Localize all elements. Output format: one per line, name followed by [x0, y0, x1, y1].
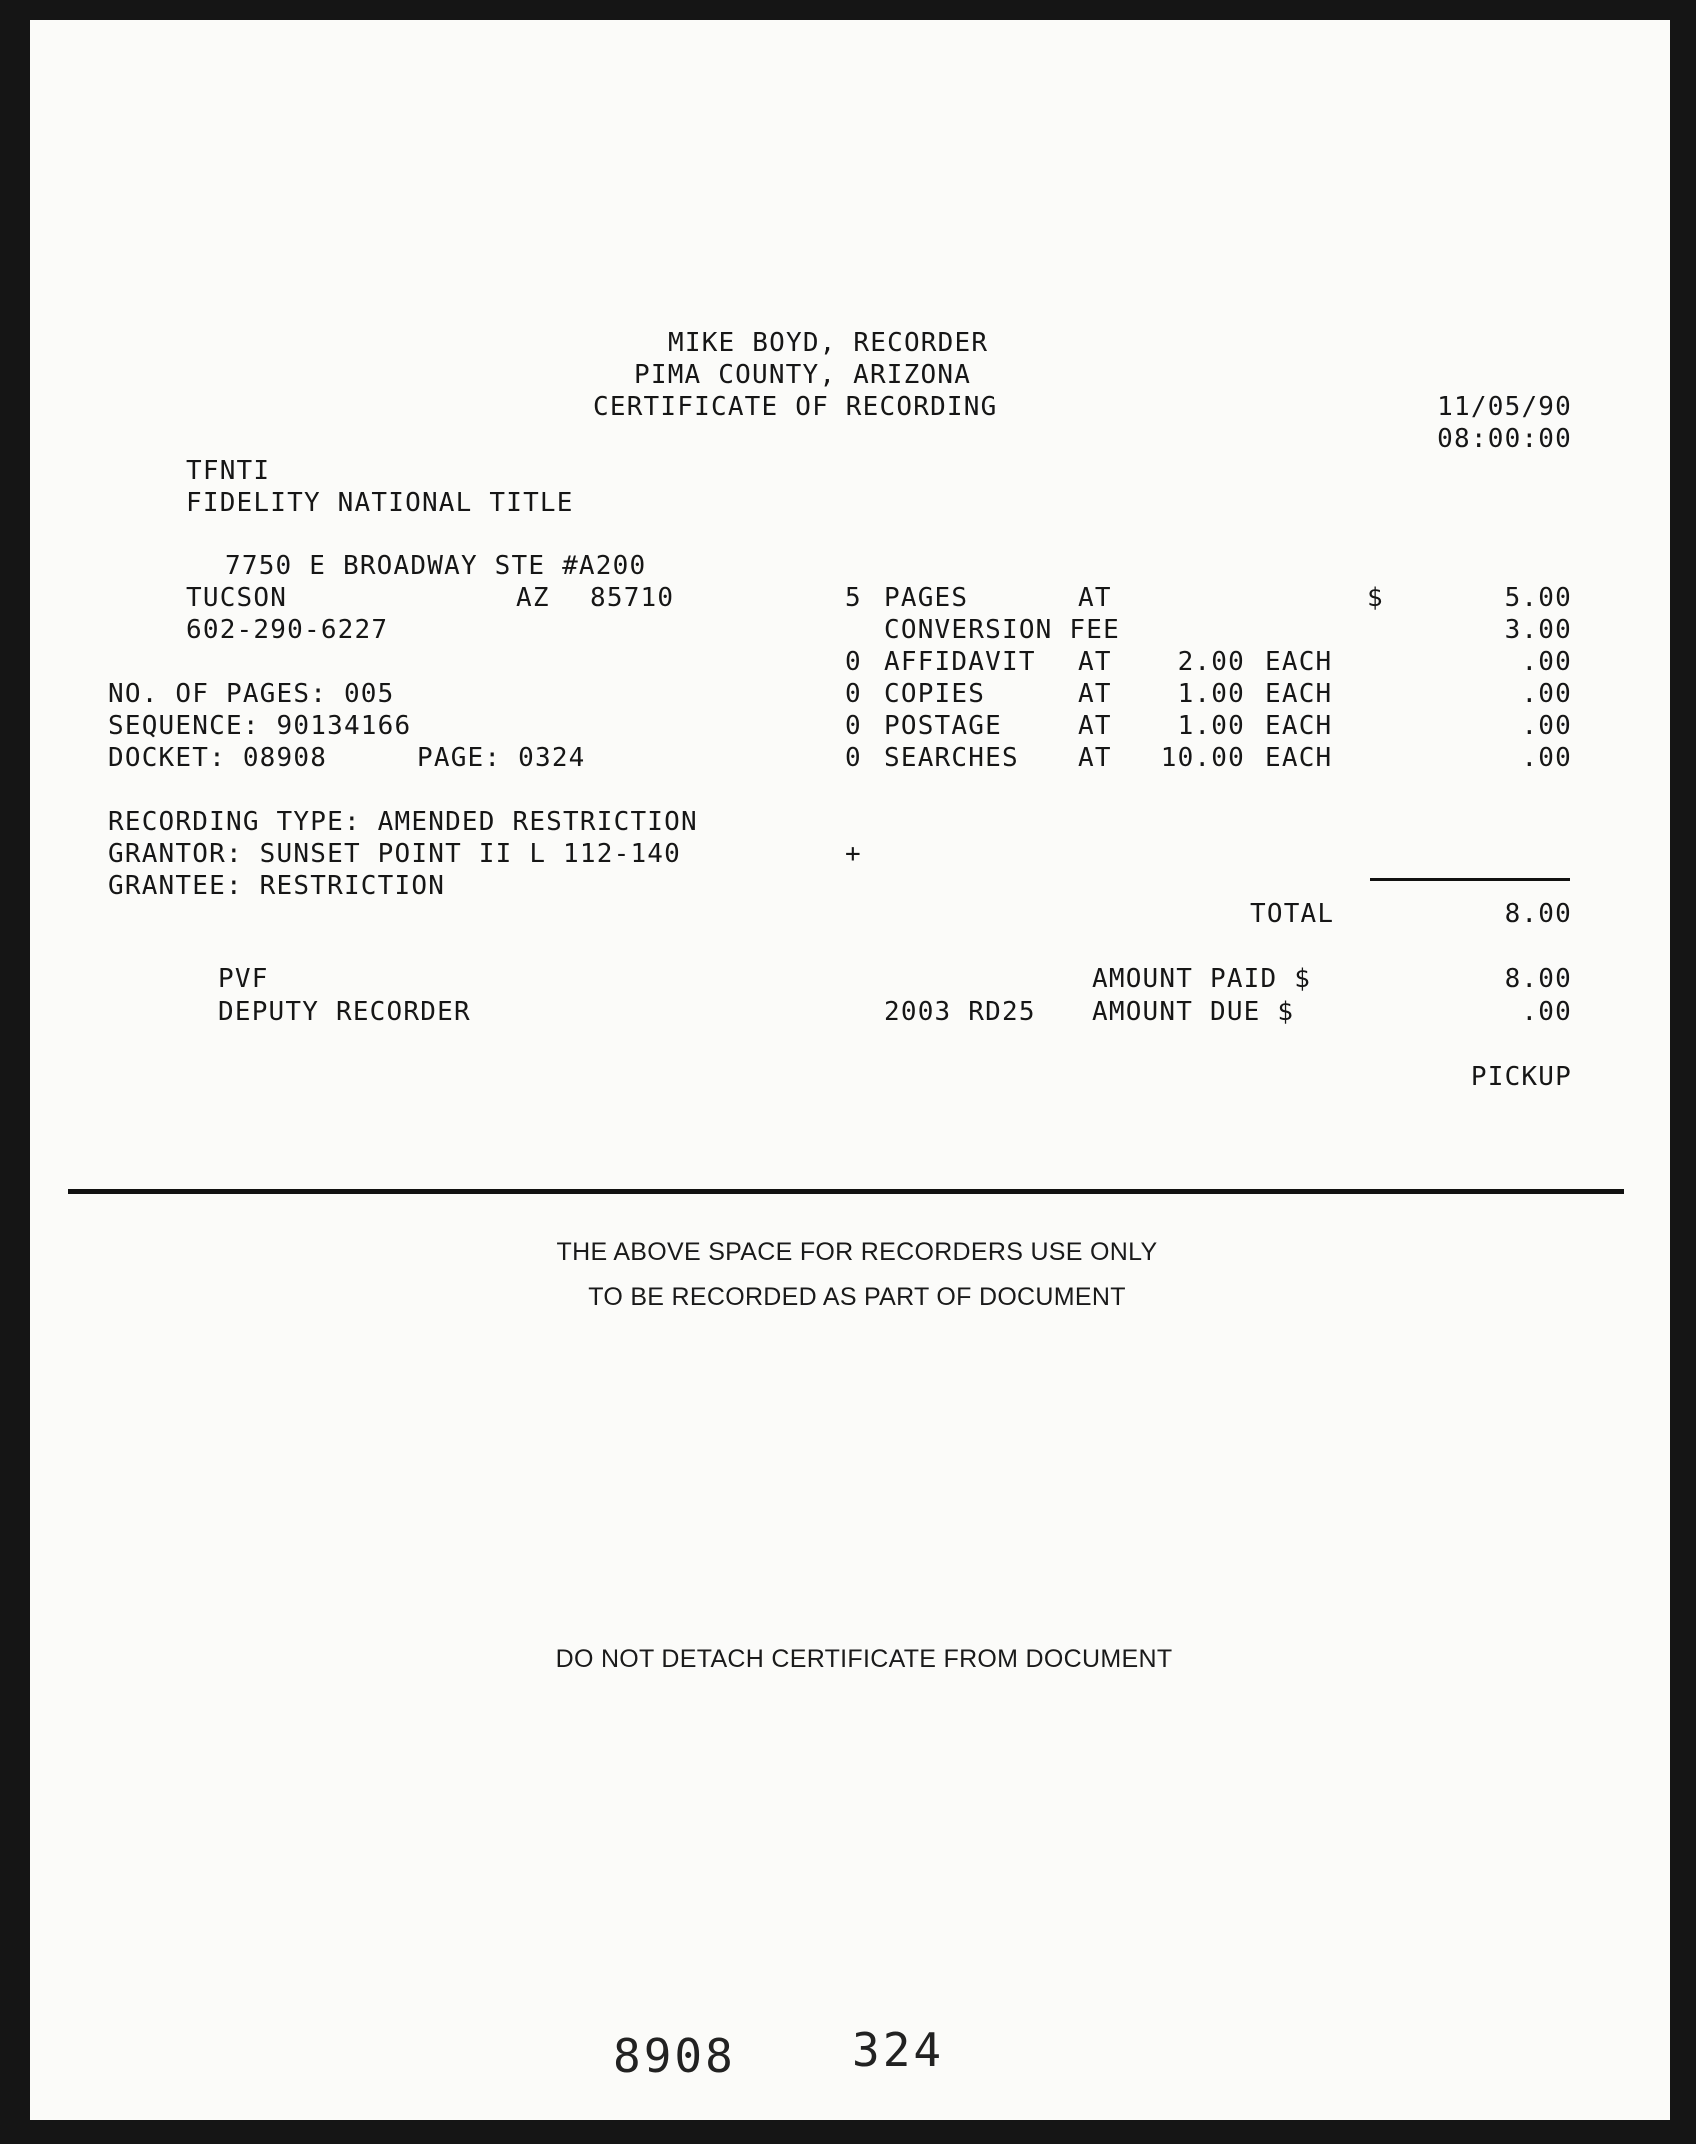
- fee-rate: 1.00: [1177, 711, 1245, 741]
- fee-amount: .00: [1521, 679, 1572, 709]
- station-code: 2003 RD25: [884, 997, 1036, 1027]
- submitter-phone: 602-290-6227: [186, 615, 389, 645]
- docket-page: PAGE: 0324: [417, 743, 586, 773]
- fee-amount: .00: [1521, 743, 1572, 773]
- fee-rate: 2.00: [1177, 647, 1245, 677]
- fee-amount: 3.00: [1504, 615, 1572, 645]
- fee-at: AT: [1078, 583, 1112, 613]
- fee-item: PAGES: [884, 583, 969, 613]
- fee-at: AT: [1078, 647, 1112, 677]
- record-as-part-notice: TO BE RECORDED AS PART OF DOCUMENT: [588, 1283, 1126, 1311]
- fee-item: POSTAGE: [884, 711, 1002, 741]
- deputy-title: DEPUTY RECORDER: [218, 997, 471, 1027]
- total-label: TOTAL: [1250, 899, 1335, 929]
- separator-rule: [68, 1189, 1624, 1194]
- fee-item: AFFIDAVIT: [884, 647, 1036, 677]
- county-state: PIMA COUNTY, ARIZONA: [634, 360, 972, 390]
- fee-rate: 10.00: [1160, 743, 1245, 773]
- recorder-use-notice: THE ABOVE SPACE FOR RECORDERS USE ONLY: [556, 1238, 1158, 1266]
- submitter-address: 7750 E BROADWAY STE #A200: [225, 551, 647, 581]
- fee-qty: 5: [845, 583, 862, 613]
- submitter-city: TUCSON: [186, 583, 288, 613]
- submitter-name: FIDELITY NATIONAL TITLE: [186, 488, 574, 518]
- recording-type: RECORDING TYPE: AMENDED RESTRICTION: [108, 807, 698, 837]
- deputy-initials: PVF: [218, 964, 269, 994]
- fee-each: EACH: [1265, 711, 1333, 741]
- handwritten-page: 324: [852, 2023, 945, 2077]
- fee-at: AT: [1078, 743, 1112, 773]
- recorder-name: MIKE BOYD, RECORDER: [668, 328, 989, 358]
- fee-qty: 0: [845, 711, 862, 741]
- submitter-code: TFNTI: [186, 456, 271, 486]
- total-value: 8.00: [1504, 899, 1572, 929]
- fee-item: COPIES: [884, 679, 986, 709]
- fee-at: AT: [1078, 679, 1112, 709]
- fee-amount: 5.00: [1504, 583, 1572, 613]
- number-of-pages: NO. OF PAGES: 005: [108, 679, 395, 709]
- fee-qty: 0: [845, 743, 862, 773]
- amount-due-value: .00: [1521, 997, 1572, 1027]
- fee-qty: 0: [845, 679, 862, 709]
- sequence-number: SEQUENCE: 90134166: [108, 711, 412, 741]
- fee-at: AT: [1078, 711, 1112, 741]
- grantor-mark: +: [845, 839, 862, 869]
- recording-time: 08:00:00: [1437, 424, 1572, 454]
- recording-date: 11/05/90: [1437, 392, 1572, 422]
- certificate-title: CERTIFICATE OF RECORDING: [593, 392, 998, 422]
- grantor: GRANTOR: SUNSET POINT II L 112-140: [108, 839, 682, 869]
- amount-paid-value: 8.00: [1504, 964, 1572, 994]
- fee-qty: 0: [845, 647, 862, 677]
- certificate-page: [30, 20, 1670, 2120]
- handwritten-docket: 8908: [613, 2029, 736, 2083]
- fee-each: EACH: [1265, 647, 1333, 677]
- total-underline: [1370, 878, 1570, 881]
- do-not-detach-notice: DO NOT DETACH CERTIFICATE FROM DOCUMENT: [555, 1645, 1173, 1673]
- pickup-label: PICKUP: [1470, 1062, 1572, 1092]
- fee-each: EACH: [1265, 679, 1333, 709]
- fee-currency: $: [1367, 583, 1384, 613]
- fee-item: SEARCHES: [884, 743, 1019, 773]
- submitter-zip: 85710: [590, 583, 675, 613]
- grantee: GRANTEE: RESTRICTION: [108, 871, 446, 901]
- fee-rate: 1.00: [1177, 679, 1245, 709]
- fee-amount: .00: [1521, 647, 1572, 677]
- amount-paid-label: AMOUNT PAID $: [1092, 964, 1312, 994]
- docket-number: DOCKET: 08908: [108, 743, 328, 773]
- amount-due-label: AMOUNT DUE $: [1092, 997, 1295, 1027]
- fee-amount: .00: [1521, 711, 1572, 741]
- fee-item: CONVERSION FEE: [884, 615, 1120, 645]
- fee-each: EACH: [1265, 743, 1333, 773]
- submitter-state: AZ: [516, 583, 550, 613]
